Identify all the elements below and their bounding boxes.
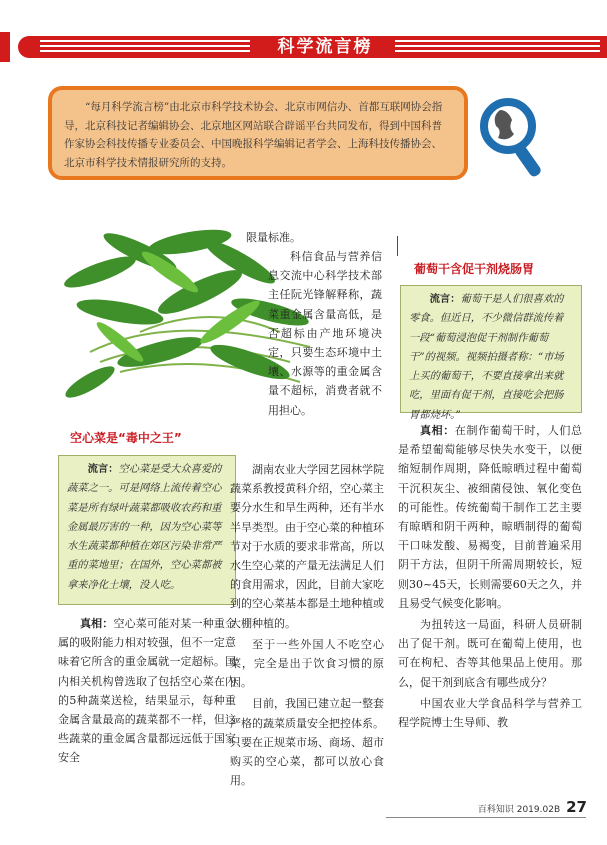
truth-text: 空心菜可能对某一种重金属的吸附能力相对较强，但不一定意味着它所含的重金属就一定超标。国内相关机构曾选取了包括空心菜在内的5种蔬菜送检，结果显示，每种重金属含量最高的蔬菜都不一样，但这些蔬菜的重金属含量都远远低于国家安全 (58, 617, 237, 765)
middle-column-top (246, 228, 382, 247)
paragraph: 至于一些外国人不吃空心菜，完全是出于饮食习惯的原因。 (230, 637, 384, 690)
paragraph: 限量标准。 (246, 231, 301, 244)
banner-stripes-left (40, 40, 250, 54)
truth-label: 真相： (420, 424, 455, 437)
middle-column-wrap (268, 247, 382, 420)
intro-text: “每月科学流言榜”由北京市科学技术协会、北京市网信办、首都互联网协会指导，北京科技记者编辑协会、北京地区网站联合辟谣平台共同发布，得到中国科普作家协会科技传播专业委员会、中国晚报科学编辑记者学会、上海科技传播协会、北京市科学技术情报研究所的支持。 (64, 101, 443, 169)
right-heading: 葡萄干含促干剂烧肠胃 (414, 262, 535, 276)
banner-accent (0, 32, 10, 62)
column-divider (397, 236, 398, 256)
rumor-text: 葡萄干是人们很喜欢的零食。但近日，不少微信群流传着一段“葡萄浸泡促干剂制作葡萄干”的视频。视频拍摄者称：“市场上买的葡萄干，不要直接拿出来就吃，里面有促干剂，直接吃会把肠胃都烧坏。” (409, 293, 564, 421)
paragraph: 湖南农业大学园艺园林学院蔬菜系教授黄科介绍，空心菜主要分水生和旱生两种，还有半水半旱类型。由于空心菜的种植环节对于水质的要求非常高，所以水生空心菜的产量无法满足人们的食用需求，因此，目前大家吃到的空心菜基本都是土地种植或大棚种植的。 (230, 463, 384, 630)
journal-name: 百科知识 2019.02B (477, 805, 561, 815)
intro-box (48, 86, 468, 180)
rumor-text: 空心菜是受大众喜爱的蔬菜之一。可是网络上流传着空心菜是所有绿叶蔬菜都吸收农药和重金属最厉害的一种，因为空心菜等水生蔬菜都种植在郊区污染非常严重的菜地里；在国外，空心菜都被拿来净化土壤，没人吃。 (67, 463, 222, 591)
paragraph: 科信食品与营养信息交流中心科学技术部主任阮光锋解释称，蔬菜重金属含量高低，是否超标由产地环境决定，只要生态环境中土壤、水源等的重金属含量不超标，消费者就不用担心。 (268, 250, 382, 417)
truth-label: 真相： (80, 617, 114, 630)
right-truth (398, 421, 582, 732)
rumor-label: 流言： (429, 293, 461, 305)
footer-rule (386, 817, 586, 818)
middle-column (230, 460, 384, 790)
magnifier-icon (476, 96, 546, 186)
section-banner (0, 32, 607, 62)
paragraph: 为扭转这一局面，科研人员研制出了促干剂。既可在葡萄上使用，也可在枸杞、杏等其他果品上使用。那么，促干剂到底含有哪些成分？ (398, 618, 582, 689)
paragraph: 中国农业大学食品科学与营养工程学院博士生导师、教 (398, 696, 582, 730)
right-rumor-box (400, 285, 582, 421)
left-truth (58, 614, 236, 768)
left-heading: 空心菜是“毒中之王” (70, 431, 182, 445)
paragraph: 目前，我国已建立起一整套严格的蔬菜质量安全把控体系。只要在正规菜市场、商场、超市购买的空心菜，都可以放心食用。 (230, 697, 384, 788)
banner-stripes-right (395, 40, 600, 54)
rumor-label: 流言： (87, 463, 119, 475)
page-number: 27 (566, 798, 587, 816)
truth-text: 在制作葡萄干时，人们总是希望葡萄能够尽快失水变干，以便缩短制作周期，降低晾晒过程中葡萄干沉积灰尘、被细菌侵蚀、氧化变色的可能性。传统葡萄干制作工艺主要有晾晒和阴干两种，晾晒制得的葡萄干口味发酸、易褐变，目前普遍采用阴干方法，但阴干所需周期较长，短则30~45天，长则需要60天之久，并且易受气候变化影响。 (398, 424, 583, 610)
page-footer (478, 798, 587, 816)
left-rumor-box (58, 455, 236, 605)
banner-title: 科学流言榜 (277, 37, 373, 57)
